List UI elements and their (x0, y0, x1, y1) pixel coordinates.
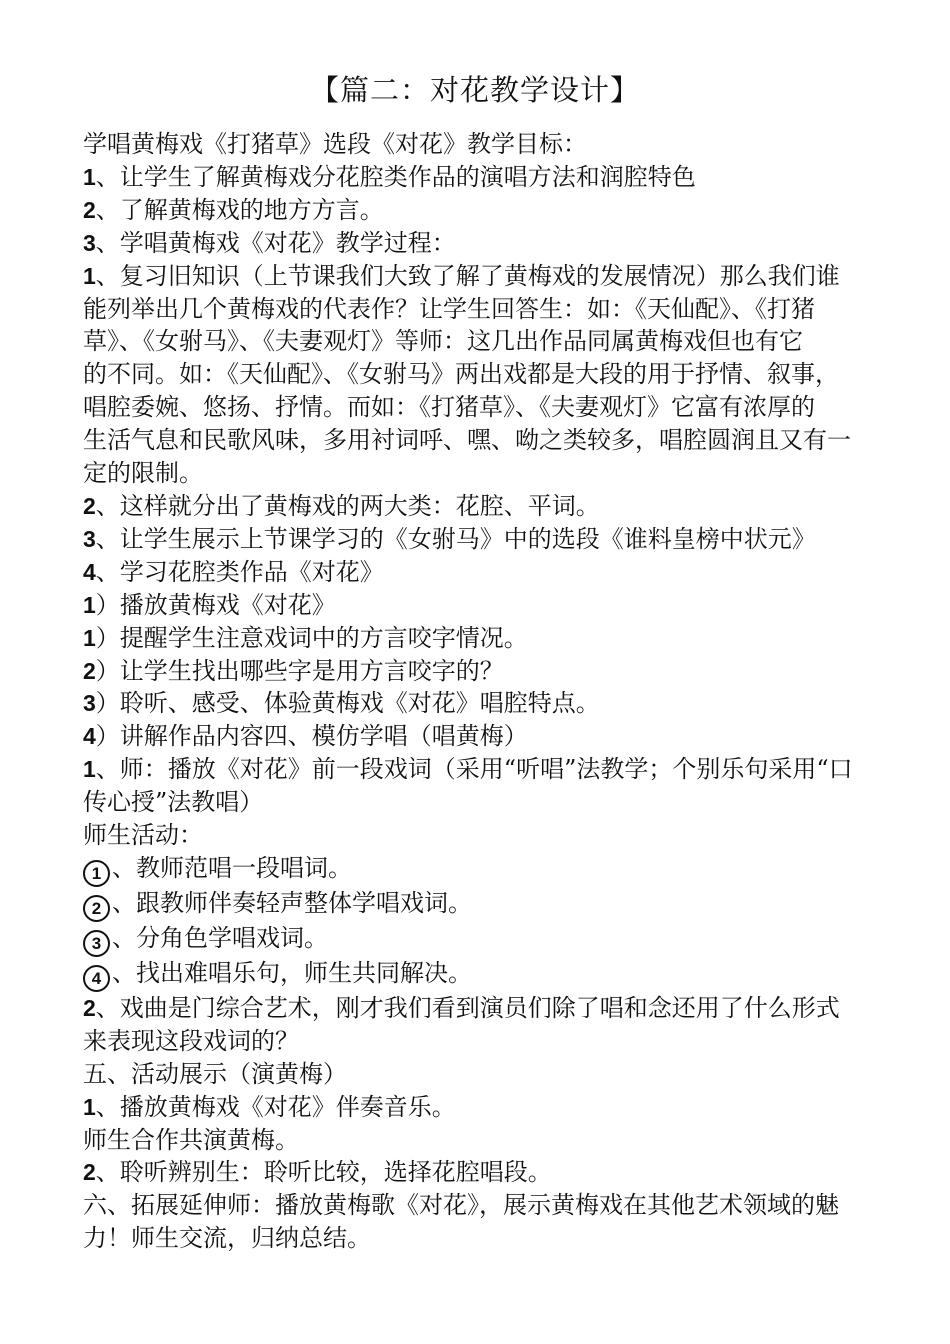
line-text: 五、活动展示（演黄梅） (83, 1059, 347, 1088)
item-number: 2 (83, 196, 96, 223)
text-line (83, 325, 893, 358)
line-text: 传心授”法教唱） (83, 788, 264, 817)
line-text: 、聆听辨别生：聆听比较，选择花腔唱段。 (95, 1158, 552, 1187)
text-line (83, 589, 893, 622)
text-line (83, 128, 893, 161)
item-number: 1 (83, 756, 96, 783)
text-line (83, 852, 893, 887)
text-line (83, 161, 893, 194)
text-line (83, 992, 893, 1025)
item-number: 1 (83, 591, 96, 618)
line-text: 的不同。如：《天仙配》、《女驸马》两出戏都是大段的用于抒情、叙事， (83, 360, 839, 389)
text-line (83, 1222, 893, 1255)
line-text: 、戏曲是门综合艺术，刚才我们看到演员们除了唱和念还用了什么形式 (95, 993, 840, 1022)
item-number: 3 (83, 229, 96, 256)
item-number: 3 (83, 690, 96, 717)
item-number: 4 (83, 723, 96, 750)
document-body (83, 128, 893, 1255)
text-line (83, 1189, 893, 1222)
text-line (83, 490, 893, 523)
line-text: 、教师范唱一段唱词。 (112, 853, 352, 882)
circled-number: 2 (83, 895, 110, 922)
line-text: ）让学生找出哪些字是用方言咬字的？ (95, 656, 504, 685)
text-line (83, 1124, 893, 1157)
text-line (83, 819, 893, 852)
text-line (83, 523, 893, 556)
text-line (83, 887, 893, 922)
line-text: 、找出难唱乐句，师生共同解决。 (112, 958, 472, 987)
line-text: 、跟教师伴奏轻声整体学唱戏词。 (112, 888, 472, 917)
text-line (83, 391, 893, 424)
line-text: 来表现这段戏词的？ (83, 1026, 299, 1055)
line-text: ）讲解作品内容四、模仿学唱（唱黄梅） (95, 722, 528, 751)
item-number: 1 (83, 1093, 96, 1120)
text-line (83, 687, 893, 720)
item-number: 1 (83, 163, 96, 190)
circled-number: 1 (83, 860, 110, 887)
text-line (83, 753, 893, 786)
text-line (83, 957, 893, 992)
text-line (83, 293, 893, 326)
text-line (83, 556, 893, 589)
text-line (83, 358, 893, 391)
text-line (83, 227, 893, 260)
line-text: 生活气息和民歌风味，多用衬词呼、嘿、呦之类较多，唱腔圆润且又有一 (83, 426, 851, 455)
line-text: 唱腔委婉、悠扬、抒情。而如：《打猪草》、《夫妻观灯》它富有浓厚的 (83, 393, 815, 422)
line-text: 师生活动： (83, 821, 203, 850)
line-text: 力！师生交流，归纳总结。 (83, 1224, 371, 1253)
item-number: 1 (83, 262, 96, 289)
text-line (83, 260, 893, 293)
text-line (83, 457, 893, 490)
item-number: 4 (83, 558, 96, 585)
item-number: 1 (83, 624, 96, 651)
line-text: 、学习花腔类作品《对花》 (95, 557, 384, 586)
text-line (83, 1058, 893, 1091)
text-line (83, 622, 893, 655)
document-title: 【篇二：对花教学设计】 (309, 73, 640, 107)
text-line (83, 655, 893, 688)
text-line (83, 1156, 893, 1189)
line-text: 草》、《女驸马》、《夫妻观灯》等师：这几出作品同属黄梅戏但也有它 (83, 327, 803, 356)
text-line (83, 720, 893, 753)
line-text: 学唱黄梅戏《打猪草》选段《对花》教学目标： (83, 130, 587, 158)
line-text: ）播放黄梅戏《对花》 (95, 590, 336, 619)
text-line (83, 194, 893, 227)
circled-number: 3 (83, 930, 110, 957)
circled-number: 4 (83, 965, 110, 992)
line-text: 、让学生了解黄梅戏分花腔类作品的演唱方法和润腔特色 (95, 162, 696, 191)
item-number: 2 (83, 492, 96, 519)
line-text: 、这样就分出了黄梅戏的两大类：花腔、平词。 (95, 491, 600, 520)
text-line (83, 424, 893, 457)
text-line (83, 786, 893, 819)
line-text: 定的限制。 (83, 459, 203, 488)
line-text: ）聆听、感受、体验黄梅戏《对花》唱腔特点。 (95, 689, 600, 718)
line-text: 、复习旧知识（上节课我们大致了解了黄梅戏的发展情况）那么我们谁 (95, 261, 840, 290)
line-text: 、了解黄梅戏的地方方言。 (95, 195, 384, 224)
line-text: 能列举出几个黄梅戏的代表作？让学生回答生：如：《天仙配》、《打猪 (83, 294, 815, 323)
line-text: ）提醒学生注意戏词中的方言咬字情况。 (95, 623, 528, 652)
line-text: 六、拓展延伸师：播放黄梅歌《对花》，展示黄梅戏在其他艺术领域的魅 (83, 1191, 839, 1220)
line-text: 、让学生展示上节课学习的《女驸马》中的选段《谁料皇榜中状元》 (95, 524, 816, 553)
item-number: 2 (83, 994, 96, 1021)
line-text: 、分角色学唱戏词。 (112, 923, 328, 952)
text-line (83, 1025, 893, 1058)
line-text: 师生合作共演黄梅。 (83, 1125, 299, 1154)
item-number: 3 (83, 525, 96, 552)
item-number: 2 (83, 1159, 96, 1186)
line-text: 、师：播放《对花》前一段戏词（采用“听唱”法教学；个别乐句采用“口 (95, 755, 853, 784)
line-text: 、学唱黄梅戏《对花》教学过程： (95, 228, 456, 257)
item-number: 2 (83, 657, 96, 684)
text-line (83, 922, 893, 957)
text-line (83, 1091, 893, 1124)
line-text: 、播放黄梅戏《对花》伴奏音乐。 (95, 1092, 456, 1121)
